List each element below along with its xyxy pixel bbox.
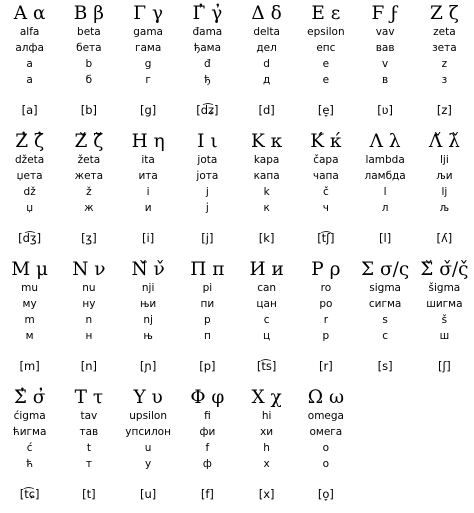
letter-cell	[296, 0, 355, 128]
latin-transliteration: n	[85, 314, 93, 326]
cyrillic-transliteration: к	[263, 202, 270, 214]
latin-transliteration: c	[263, 314, 270, 326]
cyrillic-name: вав	[375, 42, 395, 54]
latin-transliteration: s	[382, 314, 388, 326]
letter-glyph: Ι ι	[197, 131, 218, 152]
letter-glyph: Μ μ	[11, 259, 49, 280]
cyrillic-transliteration: г	[145, 74, 151, 86]
letter-glyph: Ω ω	[307, 387, 345, 408]
cyrillic-name: гама	[134, 42, 162, 54]
cyrillic-name: џета	[16, 170, 43, 182]
ipa-value: [b]	[80, 103, 98, 117]
letter-glyph: Ε ε	[311, 3, 341, 24]
ipa-value: [l]	[379, 231, 392, 245]
letter-cell	[296, 384, 355, 512]
letter-glyph: Η η	[131, 131, 165, 152]
cyrillic-name: зета	[432, 42, 457, 54]
ipa-value: [k]	[258, 231, 275, 245]
cyrillic-transliteration: з	[441, 74, 448, 86]
latin-name: omega	[307, 410, 344, 422]
cyrillic-name: пи	[200, 298, 215, 310]
letter-cell	[119, 256, 178, 384]
ipa-value: [o̞]	[317, 487, 334, 501]
ipa-value: [r]	[319, 359, 333, 373]
letter-glyph: Α α	[13, 3, 46, 24]
latin-name: can	[257, 282, 277, 294]
letter-cell	[237, 128, 296, 256]
cyrillic-transliteration: м	[25, 330, 34, 342]
ipa-value: [j]	[201, 231, 214, 245]
cyrillic-name: алфа	[15, 42, 44, 54]
latin-transliteration: a	[26, 58, 33, 70]
latin-transliteration: j	[205, 186, 209, 198]
cyrillic-name: бета	[76, 42, 102, 54]
letter-cell	[415, 256, 474, 384]
latin-name: lji	[439, 154, 449, 166]
ipa-value: [n]	[80, 359, 97, 373]
cyrillic-transliteration: о	[322, 458, 330, 470]
latin-name: gama	[133, 26, 163, 38]
letter-cell	[0, 0, 59, 128]
latin-transliteration: ž	[86, 186, 92, 198]
cyrillic-transliteration: р	[322, 330, 330, 342]
cyrillic-name: омега	[309, 426, 343, 438]
letter-cell	[0, 128, 59, 256]
letter-glyph: Σ σ/ς	[361, 259, 410, 280]
ipa-value: [g]	[139, 103, 157, 117]
cyrillic-transliteration: ц	[263, 330, 271, 342]
ipa-value: [ʒ]	[81, 231, 97, 245]
cyrillic-name: хи	[260, 426, 274, 438]
ipa-value: [ʎ]	[436, 231, 453, 245]
letter-cell	[415, 0, 474, 128]
ipa-value: [z]	[436, 103, 452, 117]
latin-name: lambda	[365, 154, 405, 166]
latin-transliteration: b	[85, 58, 93, 70]
latin-transliteration: m	[24, 314, 35, 326]
cyrillic-transliteration: и	[144, 202, 152, 214]
cyrillic-name: ђама	[193, 42, 222, 54]
cyrillic-name: епс	[316, 42, 336, 54]
letter-cell	[0, 256, 59, 384]
cyrillic-transliteration: б	[85, 74, 93, 86]
cyrillic-transliteration: с	[382, 330, 389, 342]
latin-transliteration: z	[441, 58, 448, 70]
letter-glyph: Λ̌ λ̌	[428, 131, 460, 152]
letter-cell	[356, 0, 415, 128]
latin-name: ćigma	[13, 410, 46, 422]
letter-glyph: Β β	[73, 3, 104, 24]
letter-cell	[415, 128, 474, 256]
latin-transliteration: p	[204, 314, 211, 326]
ipa-value: [t͡ɕ]	[19, 487, 40, 501]
cyrillic-transliteration: п	[203, 330, 211, 342]
latin-name: žeta	[77, 154, 101, 166]
letter-cell	[178, 256, 237, 384]
cyrillic-transliteration: т	[85, 458, 92, 470]
cyrillic-name: тав	[79, 426, 99, 438]
latin-transliteration: č	[322, 186, 329, 198]
cyrillic-name: љи	[436, 170, 453, 182]
latin-transliteration: t	[86, 442, 91, 454]
cyrillic-name: капа	[253, 170, 280, 182]
cyrillic-transliteration: ј	[205, 202, 209, 214]
letter-glyph: Γ γ	[133, 3, 164, 24]
latin-transliteration: f	[205, 442, 210, 454]
latin-transliteration: g	[144, 58, 152, 70]
letter-cell	[356, 256, 415, 384]
letter-glyph: Ϝ ϝ	[371, 3, 399, 24]
ipa-value: [ʃ]	[437, 359, 451, 373]
letter-glyph: И и	[249, 259, 284, 280]
cyrillic-name: цан	[256, 298, 277, 310]
letter-cell	[119, 128, 178, 256]
latin-name: šigma	[428, 282, 461, 294]
latin-transliteration: r	[323, 314, 329, 326]
latin-transliteration: i	[146, 186, 150, 198]
cyrillic-name: ита	[138, 170, 158, 182]
letter-glyph: Δ δ	[251, 3, 282, 24]
ipa-value: [f]	[200, 487, 214, 501]
letter-glyph: Ζ̓ ζ̓	[15, 131, 44, 152]
cyrillic-transliteration: л	[381, 202, 389, 214]
ipa-value: [a]	[21, 103, 38, 117]
latin-name: alfa	[19, 26, 40, 38]
latin-name: ita	[141, 154, 155, 166]
letter-cell	[119, 0, 178, 128]
ipa-value: [d͡ʒ]	[18, 231, 42, 245]
cyrillic-name: чапа	[312, 170, 339, 182]
cyrillic-name: ну	[82, 298, 96, 310]
letter-cell	[296, 128, 355, 256]
latin-name: epsilon	[307, 26, 345, 38]
latin-transliteration: o	[322, 442, 330, 454]
cyrillic-name: ћигма	[12, 426, 47, 438]
cyrillic-name: шигма	[426, 298, 463, 310]
cyrillic-transliteration: ћ	[26, 458, 34, 470]
latin-transliteration: h	[263, 442, 270, 454]
letter-glyph: Ν ν	[72, 259, 106, 280]
letter-cell	[178, 0, 237, 128]
letter-cell	[356, 128, 415, 256]
cyrillic-name: фи	[199, 426, 216, 438]
latin-name: vav	[375, 26, 395, 38]
letter-cell	[237, 384, 296, 512]
letter-glyph: Φ φ	[190, 387, 225, 408]
letter-cell	[0, 384, 59, 512]
letter-glyph: Ζ ζ	[429, 3, 459, 24]
latin-name: upsilon	[129, 410, 167, 422]
letter-cell	[59, 384, 118, 512]
latin-name: kapa	[253, 154, 280, 166]
letter-glyph: Ν̌ ν̌	[131, 259, 165, 280]
cyrillic-transliteration: у	[145, 458, 152, 470]
latin-transliteration: nj	[143, 314, 153, 326]
letter-glyph: Σ̓ σ̓	[13, 387, 46, 408]
letter-cell	[59, 0, 118, 128]
latin-transliteration: ć	[26, 442, 33, 454]
ipa-value: [p]	[199, 359, 216, 373]
cyrillic-transliteration: н	[85, 330, 93, 342]
cyrillic-transliteration: ж	[84, 202, 94, 214]
cyrillic-name: сигма	[368, 298, 402, 310]
letter-cell	[178, 128, 237, 256]
cyrillic-transliteration: џ	[26, 202, 34, 214]
ipa-value: [ʋ]	[377, 103, 394, 117]
latin-transliteration: v	[382, 58, 389, 70]
cyrillic-name: жета	[74, 170, 104, 182]
ipa-value: [x]	[258, 487, 275, 501]
letter-glyph: Τ τ	[74, 387, 104, 408]
ipa-value: [ɲ]	[139, 359, 157, 373]
latin-name: fi	[204, 410, 211, 422]
letter-cell	[237, 0, 296, 128]
cyrillic-transliteration: ф	[202, 458, 212, 470]
ipa-value: [e̞]	[317, 103, 334, 117]
letter-cell	[119, 384, 178, 512]
letter-glyph: Χ χ	[251, 387, 282, 408]
ipa-value: [t]	[82, 487, 96, 501]
latin-name: zeta	[433, 26, 456, 38]
latin-name: tav	[80, 410, 98, 422]
letter-glyph: Γ̓ γ̓	[192, 3, 223, 24]
letter-cell	[59, 128, 118, 256]
latin-transliteration: e	[322, 58, 330, 70]
cyrillic-name: му	[22, 298, 37, 310]
ipa-value: [d]	[258, 103, 275, 117]
latin-name: pi	[202, 282, 213, 294]
letter-glyph: Υ υ	[133, 387, 163, 408]
letter-cell	[59, 256, 118, 384]
latin-name: delta	[253, 26, 280, 38]
latin-transliteration: š	[441, 314, 448, 326]
cyrillic-transliteration: х	[263, 458, 270, 470]
latin-name: đama	[192, 26, 223, 38]
cyrillic-transliteration: д	[262, 74, 271, 86]
latin-name: ro	[320, 282, 332, 294]
cyrillic-transliteration: в	[382, 74, 389, 86]
latin-transliteration: lj	[441, 186, 448, 198]
cyrillic-name: ро	[319, 298, 333, 310]
latin-transliteration: dž	[23, 186, 36, 198]
cyrillic-name: упсилон	[125, 426, 171, 438]
ipa-value: [d͡ʑ]	[196, 103, 219, 117]
ipa-value: [t͡s]	[256, 359, 277, 373]
letter-cell	[237, 256, 296, 384]
ipa-value: [u]	[139, 487, 157, 501]
latin-name: jota	[197, 154, 218, 166]
letter-glyph: Ρ ρ	[311, 259, 341, 280]
cyrillic-transliteration: ш	[439, 330, 450, 342]
latin-name: hi	[261, 410, 272, 422]
cyrillic-name: њи	[139, 298, 157, 310]
letter-glyph: Σ̌ σ̌/ς̌	[420, 259, 469, 280]
cyrillic-transliteration: њ	[143, 330, 153, 342]
letter-glyph: Π π	[190, 259, 225, 280]
letter-cell	[178, 384, 237, 512]
latin-transliteration: u	[144, 442, 152, 454]
latin-transliteration: d	[263, 58, 270, 70]
ipa-value: [s]	[377, 359, 393, 373]
cyrillic-name: ламбда	[364, 170, 406, 182]
latin-transliteration: đ	[204, 58, 211, 70]
cyrillic-name: јота	[196, 170, 219, 182]
letter-cell	[296, 256, 355, 384]
latin-transliteration: l	[383, 186, 387, 198]
letter-glyph: Ζ̌ ζ̌	[74, 131, 104, 152]
letter-glyph: Κ́ κ́	[310, 131, 342, 152]
cyrillic-transliteration: ђ	[204, 74, 211, 86]
ipa-value: [t͡ʃ]	[317, 231, 335, 245]
latin-name: beta	[77, 26, 101, 38]
latin-name: džeta	[15, 154, 45, 166]
cyrillic-transliteration: а	[26, 74, 33, 86]
cyrillic-transliteration: е	[322, 74, 330, 86]
cyrillic-transliteration: ч	[322, 202, 329, 214]
cyrillic-name: дел	[256, 42, 277, 54]
latin-name: čapa	[313, 154, 339, 166]
letter-glyph: Λ λ	[369, 131, 401, 152]
ipa-value: [m]	[19, 359, 40, 373]
latin-transliteration: k	[263, 186, 270, 198]
cyrillic-transliteration: љ	[439, 202, 450, 214]
letter-glyph: Κ κ	[250, 131, 283, 152]
latin-name: nu	[82, 282, 96, 294]
latin-name: nji	[141, 282, 155, 294]
latin-name: sigma	[369, 282, 401, 294]
ipa-value: [i]	[142, 231, 155, 245]
latin-name: mu	[21, 282, 39, 294]
